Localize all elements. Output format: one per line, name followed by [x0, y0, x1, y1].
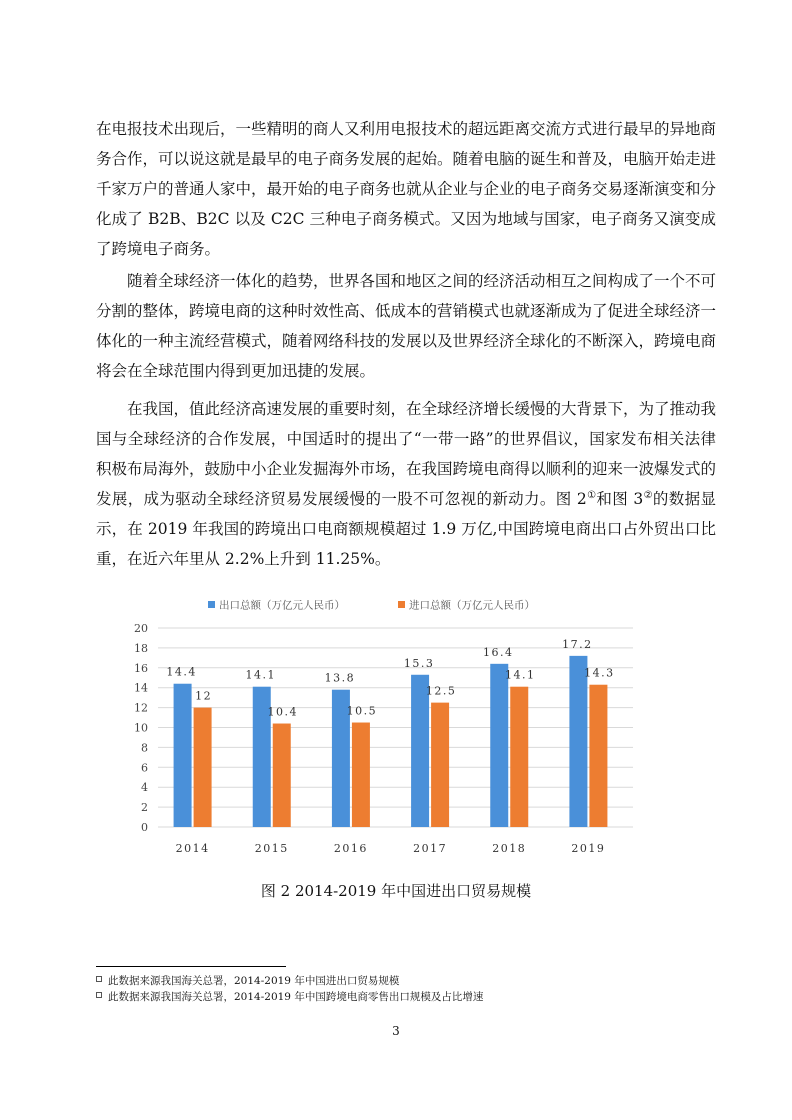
y-tick-label: 20	[134, 622, 148, 635]
footnote-ref-1[interactable]: ①	[586, 489, 597, 501]
y-tick-label: 4	[141, 781, 148, 795]
bar-export-2014	[174, 684, 192, 827]
footnote-marker-icon	[96, 992, 102, 998]
x-tick-label: 2017	[413, 842, 448, 855]
x-tick-label: 2016	[333, 842, 368, 855]
data-label: 13.8	[324, 671, 356, 685]
y-tick-label: 10	[134, 721, 148, 735]
data-label: 15.3	[403, 656, 435, 670]
footnote-divider	[96, 966, 286, 967]
bar-import-2017	[431, 703, 449, 827]
y-tick-label: 2	[141, 801, 148, 815]
bar-import-2016	[352, 723, 370, 827]
x-tick-label: 2019	[571, 842, 606, 855]
figure-caption: 图 2 2014-2019 年中国进出口贸易规模	[260, 882, 532, 900]
y-tick-label: 16	[134, 661, 148, 675]
footnote-1-text: 此数据来源我国海关总署，2014-2019 年中国进出口贸易规模	[108, 975, 400, 987]
data-label: 14.4	[166, 665, 197, 679]
page-number: 3	[392, 1024, 400, 1038]
bar-import-2018	[510, 687, 528, 827]
legend-swatch-1	[208, 601, 215, 608]
x-tick-label: 2014	[175, 842, 210, 855]
paragraph-3-part-c: 的数据显示，在 2019 年我国的跨境出口电商额规模超过 1.9 万亿,中国跨境电商出口占外贸出口比重，在近六年里从 2.2%上升到 11.25%。	[96, 490, 716, 568]
legend-label-1: 出口总额（万亿元人民币）	[219, 599, 345, 612]
data-label: 10.5	[346, 704, 378, 718]
y-tick-label: 18	[134, 641, 148, 655]
legend-label-2: 进口总额（万亿元人民币）	[409, 599, 535, 612]
paragraph-3-part-a: 在我国，值此经济高速发展的重要时刻，在全球经济增长缓慢的大背景下，为了推动我国与全球经济的合作发展，中国适时的提出了“一带一路”的世界倡议，国家发布相关法律积极布局海外，鼓励中小企业发掘海外市场，在我国跨境电商得以顺利的迎来一波爆发式的发展，成为驱动全球经济贸易发展缓慢的一股不可忽视的新动力。图 2	[96, 400, 717, 508]
bar-import-2014	[194, 708, 212, 827]
data-label: 14.1	[245, 668, 276, 682]
data-label: 12.5	[425, 684, 457, 698]
body-paragraph-3	[96, 394, 716, 574]
data-label: 17.2	[562, 637, 593, 651]
data-label: 14.3	[584, 666, 615, 680]
x-tick-label: 2018	[492, 842, 527, 855]
y-tick-label: 12	[134, 701, 148, 715]
data-label: 14.1	[505, 668, 536, 682]
bar-export-2019	[569, 656, 587, 827]
footnote-2-text: 此数据来源我国海关总署，2014-2019 年中国跨境电商零售出口规模及占比增速	[108, 991, 484, 1003]
y-tick-label: 0	[141, 821, 148, 834]
data-label: 16.4	[483, 645, 514, 659]
footnote-2	[96, 990, 483, 1004]
data-label: 12	[195, 689, 213, 703]
body-paragraph-2: 随着全球经济一体化的趋势，世界各国和地区之间的经济活动相互之间构成了一个不可分割的整体，跨境电商的这种时效性高、低成本的营销模式也就逐渐成为了促进全球经济一体化的一种主流经营模式，随着网络科技的发展以及世界经济全球化的不断深入，跨境电商将会在全球范围内得到更加迅捷的发展。	[96, 272, 717, 380]
footnote-marker-icon	[96, 976, 102, 982]
y-tick-label: 8	[141, 741, 148, 755]
x-tick-label: 2015	[254, 842, 289, 855]
footnote-ref-2[interactable]: ②	[643, 489, 653, 501]
y-tick-label: 6	[141, 761, 148, 775]
trade-bar-chart	[128, 590, 640, 872]
y-tick-label: 14	[134, 681, 148, 695]
bar-import-2015	[273, 724, 291, 827]
bar-import-2019	[589, 685, 607, 827]
bar-export-2018	[490, 664, 508, 827]
body-paragraph-1: 在电报技术出现后，一些精明的商人又利用电报技术的超远距离交流方式进行最早的异地商务合作，可以说这就是最早的电子商务发展的起始。随着电脑的诞生和普及，电脑开始走进千家万户的普通人家中，最开始的电子商务也就从企业与企业的电子商务交易逐渐演变和分化成了 B2B、B2C 以及 C2C 三种电子商务模式。又因为地域与国家，电子商务又演变成了跨境电子商务。	[96, 120, 717, 258]
data-label: 10.4	[267, 705, 298, 719]
footnote-1	[96, 974, 399, 988]
paragraph-3-part-b: 和图 3	[596, 490, 644, 508]
legend-swatch-2	[398, 601, 405, 608]
